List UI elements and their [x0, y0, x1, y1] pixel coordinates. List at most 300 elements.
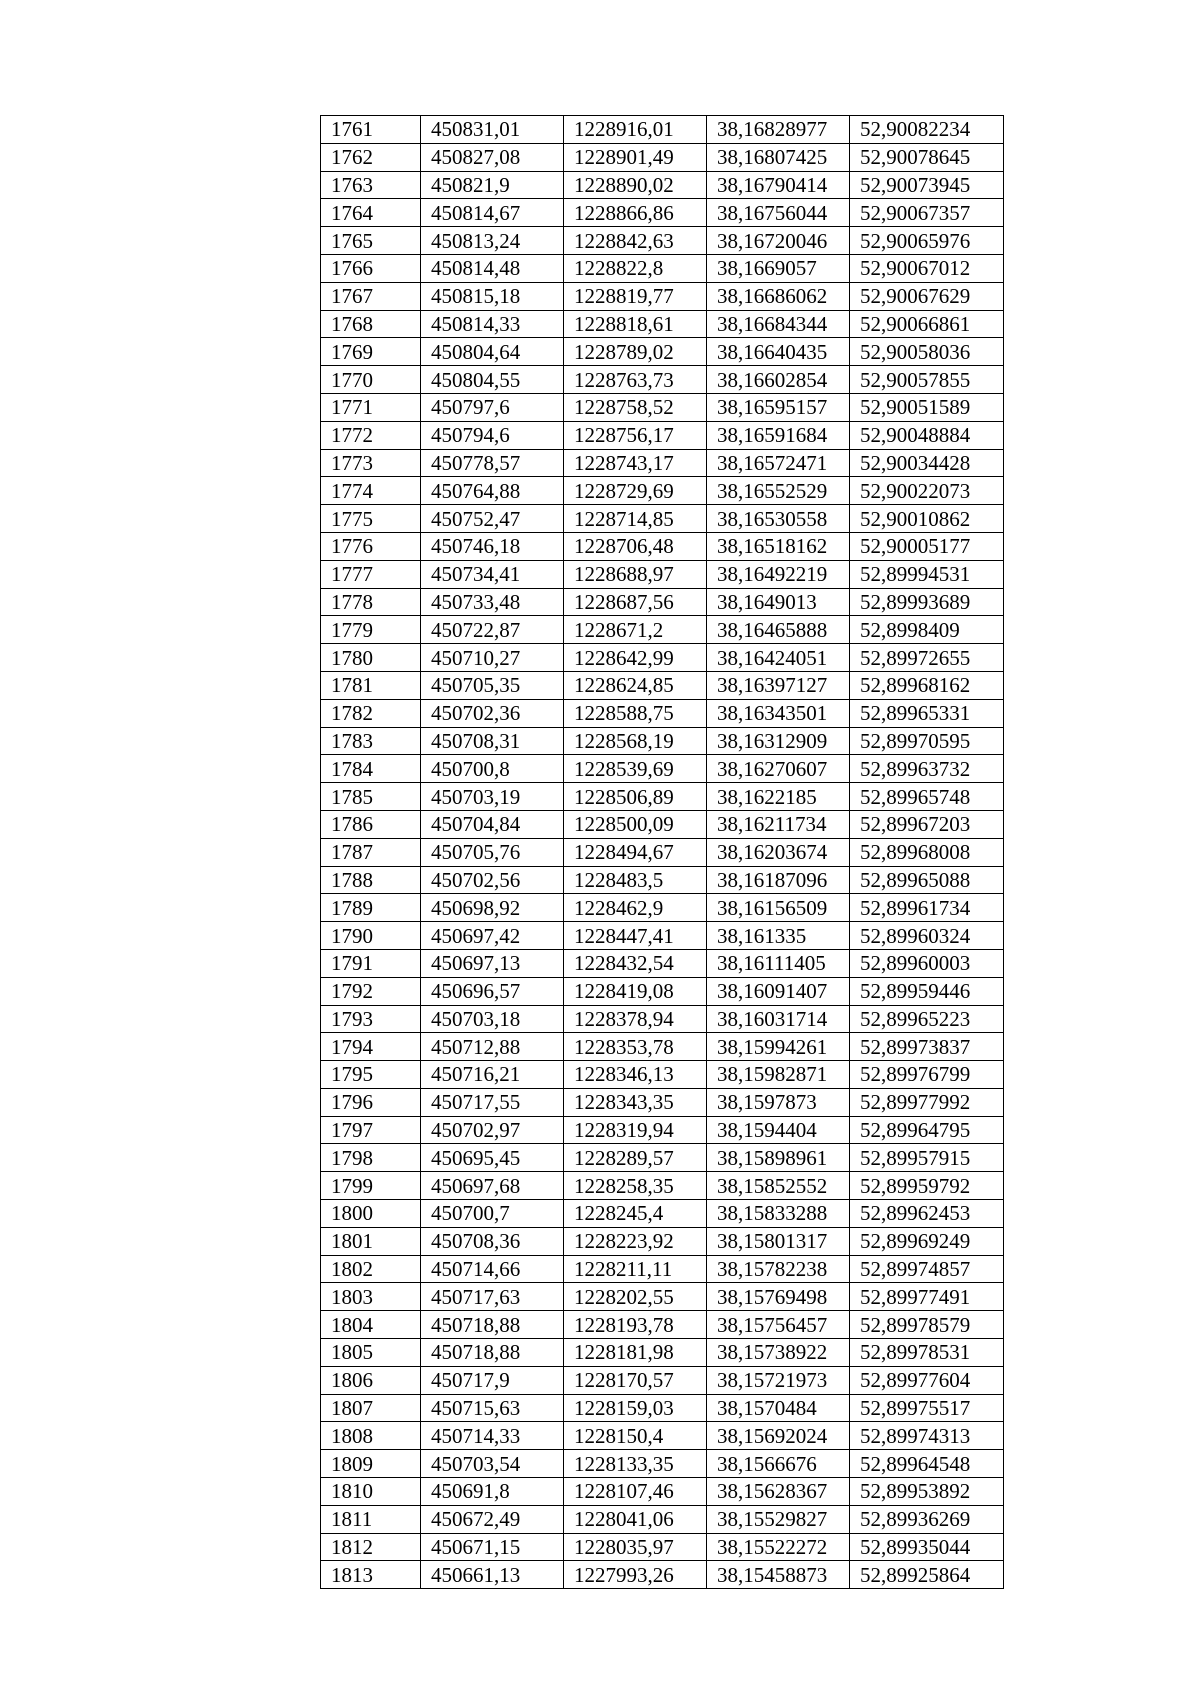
- y-coordinate-cell: 1228642,99: [564, 644, 707, 672]
- point-number-cell: 1792: [321, 977, 421, 1005]
- latitude-cell: 52,89973837: [850, 1033, 1004, 1061]
- point-number-cell: 1802: [321, 1255, 421, 1283]
- table-row: [321, 755, 1004, 783]
- table-row: [321, 143, 1004, 171]
- y-coordinate-cell: 1228378,94: [564, 1005, 707, 1033]
- point-number-cell: 1776: [321, 532, 421, 560]
- table-row: [321, 1533, 1004, 1561]
- y-coordinate-cell: 1228890,02: [564, 171, 707, 199]
- x-coordinate-cell: 450705,76: [421, 838, 564, 866]
- point-number-cell: 1793: [321, 1005, 421, 1033]
- longitude-cell: 38,15756457: [707, 1311, 850, 1339]
- point-number-cell: 1805: [321, 1339, 421, 1367]
- longitude-cell: 38,16343501: [707, 699, 850, 727]
- table-row: [321, 1172, 1004, 1200]
- point-number-cell: 1782: [321, 699, 421, 727]
- x-coordinate-cell: 450718,88: [421, 1311, 564, 1339]
- table-row: [321, 949, 1004, 977]
- point-number-cell: 1775: [321, 505, 421, 533]
- y-coordinate-cell: 1227993,26: [564, 1561, 707, 1589]
- table-row: [321, 616, 1004, 644]
- x-coordinate-cell: 450813,24: [421, 227, 564, 255]
- table-row: [321, 783, 1004, 811]
- table-row: [321, 171, 1004, 199]
- x-coordinate-cell: 450672,49: [421, 1505, 564, 1533]
- latitude-cell: 52,90034428: [850, 449, 1004, 477]
- table-row: [321, 505, 1004, 533]
- point-number-cell: 1794: [321, 1033, 421, 1061]
- latitude-cell: 52,90058036: [850, 338, 1004, 366]
- coordinates-table-body: [321, 116, 1004, 1589]
- x-coordinate-cell: 450702,56: [421, 866, 564, 894]
- x-coordinate-cell: 450708,36: [421, 1227, 564, 1255]
- table-row: [321, 310, 1004, 338]
- point-number-cell: 1795: [321, 1061, 421, 1089]
- point-number-cell: 1796: [321, 1088, 421, 1116]
- longitude-cell: 38,1566676: [707, 1450, 850, 1478]
- x-coordinate-cell: 450764,88: [421, 477, 564, 505]
- longitude-cell: 38,1570484: [707, 1394, 850, 1422]
- longitude-cell: 38,16111405: [707, 949, 850, 977]
- y-coordinate-cell: 1228035,97: [564, 1533, 707, 1561]
- y-coordinate-cell: 1228419,08: [564, 977, 707, 1005]
- latitude-cell: 52,89968162: [850, 671, 1004, 699]
- latitude-cell: 52,90057855: [850, 366, 1004, 394]
- latitude-cell: 52,89957915: [850, 1144, 1004, 1172]
- table-row: [321, 1450, 1004, 1478]
- longitude-cell: 38,15852552: [707, 1172, 850, 1200]
- y-coordinate-cell: 1228624,85: [564, 671, 707, 699]
- table-row: [321, 1283, 1004, 1311]
- table-row: [321, 560, 1004, 588]
- y-coordinate-cell: 1228289,57: [564, 1144, 707, 1172]
- x-coordinate-cell: 450717,9: [421, 1366, 564, 1394]
- longitude-cell: 38,15738922: [707, 1339, 850, 1367]
- x-coordinate-cell: 450661,13: [421, 1561, 564, 1589]
- table-row: [321, 393, 1004, 421]
- y-coordinate-cell: 1228258,35: [564, 1172, 707, 1200]
- x-coordinate-cell: 450716,21: [421, 1061, 564, 1089]
- longitude-cell: 38,16595157: [707, 393, 850, 421]
- y-coordinate-cell: 1228159,03: [564, 1394, 707, 1422]
- y-coordinate-cell: 1228181,98: [564, 1339, 707, 1367]
- y-coordinate-cell: 1228687,56: [564, 588, 707, 616]
- latitude-cell: 52,89960324: [850, 922, 1004, 950]
- table-row: [321, 227, 1004, 255]
- longitude-cell: 38,16572471: [707, 449, 850, 477]
- longitude-cell: 38,16211734: [707, 810, 850, 838]
- x-coordinate-cell: 450704,84: [421, 810, 564, 838]
- table-row: [321, 977, 1004, 1005]
- latitude-cell: 52,89975517: [850, 1394, 1004, 1422]
- point-number-cell: 1798: [321, 1144, 421, 1172]
- y-coordinate-cell: 1228819,77: [564, 282, 707, 310]
- longitude-cell: 38,16203674: [707, 838, 850, 866]
- table-row: [321, 1311, 1004, 1339]
- y-coordinate-cell: 1228729,69: [564, 477, 707, 505]
- longitude-cell: 38,15994261: [707, 1033, 850, 1061]
- point-number-cell: 1763: [321, 171, 421, 199]
- x-coordinate-cell: 450696,57: [421, 977, 564, 1005]
- point-number-cell: 1787: [321, 838, 421, 866]
- y-coordinate-cell: 1228107,46: [564, 1478, 707, 1506]
- latitude-cell: 52,90065976: [850, 227, 1004, 255]
- table-row: [321, 449, 1004, 477]
- latitude-cell: 52,90005177: [850, 532, 1004, 560]
- coordinates-table: [320, 115, 1004, 1589]
- y-coordinate-cell: 1228916,01: [564, 116, 707, 144]
- latitude-cell: 52,90010862: [850, 505, 1004, 533]
- point-number-cell: 1790: [321, 922, 421, 950]
- y-coordinate-cell: 1228500,09: [564, 810, 707, 838]
- longitude-cell: 38,16720046: [707, 227, 850, 255]
- point-number-cell: 1785: [321, 783, 421, 811]
- table-row: [321, 1422, 1004, 1450]
- point-number-cell: 1799: [321, 1172, 421, 1200]
- x-coordinate-cell: 450702,36: [421, 699, 564, 727]
- longitude-cell: 38,16397127: [707, 671, 850, 699]
- table-row: [321, 1478, 1004, 1506]
- y-coordinate-cell: 1228568,19: [564, 727, 707, 755]
- x-coordinate-cell: 450703,54: [421, 1450, 564, 1478]
- y-coordinate-cell: 1228202,55: [564, 1283, 707, 1311]
- x-coordinate-cell: 450797,6: [421, 393, 564, 421]
- latitude-cell: 52,89978579: [850, 1311, 1004, 1339]
- longitude-cell: 38,15782238: [707, 1255, 850, 1283]
- latitude-cell: 52,89967203: [850, 810, 1004, 838]
- x-coordinate-cell: 450831,01: [421, 116, 564, 144]
- latitude-cell: 52,90082234: [850, 116, 1004, 144]
- latitude-cell: 52,89936269: [850, 1505, 1004, 1533]
- y-coordinate-cell: 1228353,78: [564, 1033, 707, 1061]
- point-number-cell: 1761: [321, 116, 421, 144]
- point-number-cell: 1800: [321, 1200, 421, 1228]
- x-coordinate-cell: 450814,48: [421, 254, 564, 282]
- y-coordinate-cell: 1228743,17: [564, 449, 707, 477]
- longitude-cell: 38,16591684: [707, 421, 850, 449]
- point-number-cell: 1810: [321, 1478, 421, 1506]
- table-row: [321, 1033, 1004, 1061]
- longitude-cell: 38,15769498: [707, 1283, 850, 1311]
- latitude-cell: 52,90022073: [850, 477, 1004, 505]
- latitude-cell: 52,89961734: [850, 894, 1004, 922]
- y-coordinate-cell: 1228901,49: [564, 143, 707, 171]
- table-row: [321, 588, 1004, 616]
- latitude-cell: 52,89978531: [850, 1339, 1004, 1367]
- y-coordinate-cell: 1228714,85: [564, 505, 707, 533]
- latitude-cell: 52,90078645: [850, 143, 1004, 171]
- latitude-cell: 52,89970595: [850, 727, 1004, 755]
- x-coordinate-cell: 450733,48: [421, 588, 564, 616]
- y-coordinate-cell: 1228447,41: [564, 922, 707, 950]
- latitude-cell: 52,89976799: [850, 1061, 1004, 1089]
- longitude-cell: 38,16091407: [707, 977, 850, 1005]
- point-number-cell: 1767: [321, 282, 421, 310]
- table-row: [321, 810, 1004, 838]
- point-number-cell: 1786: [321, 810, 421, 838]
- y-coordinate-cell: 1228506,89: [564, 783, 707, 811]
- x-coordinate-cell: 450671,15: [421, 1533, 564, 1561]
- point-number-cell: 1773: [321, 449, 421, 477]
- y-coordinate-cell: 1228211,11: [564, 1255, 707, 1283]
- y-coordinate-cell: 1228758,52: [564, 393, 707, 421]
- x-coordinate-cell: 450708,31: [421, 727, 564, 755]
- table-row: [321, 199, 1004, 227]
- latitude-cell: 52,89964795: [850, 1116, 1004, 1144]
- x-coordinate-cell: 450746,18: [421, 532, 564, 560]
- table-row: [321, 532, 1004, 560]
- y-coordinate-cell: 1228150,4: [564, 1422, 707, 1450]
- longitude-cell: 38,16807425: [707, 143, 850, 171]
- table-row: [321, 1255, 1004, 1283]
- x-coordinate-cell: 450700,8: [421, 755, 564, 783]
- point-number-cell: 1764: [321, 199, 421, 227]
- longitude-cell: 38,16756044: [707, 199, 850, 227]
- point-number-cell: 1806: [321, 1366, 421, 1394]
- longitude-cell: 38,1669057: [707, 254, 850, 282]
- latitude-cell: 52,89959446: [850, 977, 1004, 1005]
- x-coordinate-cell: 450814,33: [421, 310, 564, 338]
- table-row: [321, 1005, 1004, 1033]
- x-coordinate-cell: 450827,08: [421, 143, 564, 171]
- table-row: [321, 338, 1004, 366]
- table-row: [321, 838, 1004, 866]
- table-row: [321, 282, 1004, 310]
- x-coordinate-cell: 450804,64: [421, 338, 564, 366]
- x-coordinate-cell: 450717,63: [421, 1283, 564, 1311]
- y-coordinate-cell: 1228193,78: [564, 1311, 707, 1339]
- longitude-cell: 38,15529827: [707, 1505, 850, 1533]
- latitude-cell: 52,89965088: [850, 866, 1004, 894]
- point-number-cell: 1771: [321, 393, 421, 421]
- x-coordinate-cell: 450702,97: [421, 1116, 564, 1144]
- table-row: [321, 922, 1004, 950]
- table-row: [321, 671, 1004, 699]
- point-number-cell: 1804: [321, 1311, 421, 1339]
- longitude-cell: 38,16602854: [707, 366, 850, 394]
- y-coordinate-cell: 1228170,57: [564, 1366, 707, 1394]
- table-row: [321, 1144, 1004, 1172]
- x-coordinate-cell: 450794,6: [421, 421, 564, 449]
- latitude-cell: 52,89977491: [850, 1283, 1004, 1311]
- y-coordinate-cell: 1228789,02: [564, 338, 707, 366]
- x-coordinate-cell: 450703,19: [421, 783, 564, 811]
- point-number-cell: 1769: [321, 338, 421, 366]
- latitude-cell: 52,89965331: [850, 699, 1004, 727]
- latitude-cell: 52,89969249: [850, 1227, 1004, 1255]
- latitude-cell: 52,89993689: [850, 588, 1004, 616]
- point-number-cell: 1768: [321, 310, 421, 338]
- y-coordinate-cell: 1228539,69: [564, 755, 707, 783]
- y-coordinate-cell: 1228588,75: [564, 699, 707, 727]
- latitude-cell: 52,89953892: [850, 1478, 1004, 1506]
- table-row: [321, 477, 1004, 505]
- x-coordinate-cell: 450703,18: [421, 1005, 564, 1033]
- x-coordinate-cell: 450778,57: [421, 449, 564, 477]
- x-coordinate-cell: 450695,45: [421, 1144, 564, 1172]
- y-coordinate-cell: 1228432,54: [564, 949, 707, 977]
- point-number-cell: 1789: [321, 894, 421, 922]
- x-coordinate-cell: 450804,55: [421, 366, 564, 394]
- latitude-cell: 52,89977992: [850, 1088, 1004, 1116]
- longitude-cell: 38,15458873: [707, 1561, 850, 1589]
- table-row: [321, 254, 1004, 282]
- longitude-cell: 38,16312909: [707, 727, 850, 755]
- point-number-cell: 1762: [321, 143, 421, 171]
- longitude-cell: 38,16790414: [707, 171, 850, 199]
- y-coordinate-cell: 1228483,5: [564, 866, 707, 894]
- table-row: [321, 1088, 1004, 1116]
- y-coordinate-cell: 1228818,61: [564, 310, 707, 338]
- table-row: [321, 1339, 1004, 1367]
- x-coordinate-cell: 450734,41: [421, 560, 564, 588]
- y-coordinate-cell: 1228706,48: [564, 532, 707, 560]
- point-number-cell: 1765: [321, 227, 421, 255]
- y-coordinate-cell: 1228763,73: [564, 366, 707, 394]
- y-coordinate-cell: 1228041,06: [564, 1505, 707, 1533]
- y-coordinate-cell: 1228494,67: [564, 838, 707, 866]
- latitude-cell: 52,89994531: [850, 560, 1004, 588]
- y-coordinate-cell: 1228245,4: [564, 1200, 707, 1228]
- x-coordinate-cell: 450717,55: [421, 1088, 564, 1116]
- longitude-cell: 38,1597873: [707, 1088, 850, 1116]
- point-number-cell: 1807: [321, 1394, 421, 1422]
- table-row: [321, 116, 1004, 144]
- longitude-cell: 38,16270607: [707, 755, 850, 783]
- latitude-cell: 52,89977604: [850, 1366, 1004, 1394]
- point-number-cell: 1778: [321, 588, 421, 616]
- x-coordinate-cell: 450698,92: [421, 894, 564, 922]
- x-coordinate-cell: 450722,87: [421, 616, 564, 644]
- longitude-cell: 38,15833288: [707, 1200, 850, 1228]
- point-number-cell: 1797: [321, 1116, 421, 1144]
- latitude-cell: 52,89962453: [850, 1200, 1004, 1228]
- point-number-cell: 1766: [321, 254, 421, 282]
- longitude-cell: 38,16684344: [707, 310, 850, 338]
- longitude-cell: 38,16465888: [707, 616, 850, 644]
- latitude-cell: 52,89968008: [850, 838, 1004, 866]
- table-row: [321, 1116, 1004, 1144]
- table-row: [321, 366, 1004, 394]
- y-coordinate-cell: 1228223,92: [564, 1227, 707, 1255]
- table-row: [321, 699, 1004, 727]
- point-number-cell: 1791: [321, 949, 421, 977]
- latitude-cell: 52,89963732: [850, 755, 1004, 783]
- table-row: [321, 1227, 1004, 1255]
- longitude-cell: 38,16828977: [707, 116, 850, 144]
- table-row: [321, 1200, 1004, 1228]
- table-row: [321, 866, 1004, 894]
- longitude-cell: 38,16187096: [707, 866, 850, 894]
- longitude-cell: 38,15898961: [707, 1144, 850, 1172]
- x-coordinate-cell: 450691,8: [421, 1478, 564, 1506]
- point-number-cell: 1788: [321, 866, 421, 894]
- longitude-cell: 38,15721973: [707, 1366, 850, 1394]
- point-number-cell: 1809: [321, 1450, 421, 1478]
- longitude-cell: 38,16031714: [707, 1005, 850, 1033]
- x-coordinate-cell: 450714,66: [421, 1255, 564, 1283]
- y-coordinate-cell: 1228346,13: [564, 1061, 707, 1089]
- longitude-cell: 38,1649013: [707, 588, 850, 616]
- latitude-cell: 52,89965223: [850, 1005, 1004, 1033]
- latitude-cell: 52,8998409: [850, 616, 1004, 644]
- longitude-cell: 38,15982871: [707, 1061, 850, 1089]
- x-coordinate-cell: 450697,42: [421, 922, 564, 950]
- table-row: [321, 727, 1004, 755]
- table-row: [321, 1505, 1004, 1533]
- x-coordinate-cell: 450814,67: [421, 199, 564, 227]
- latitude-cell: 52,89965748: [850, 783, 1004, 811]
- point-number-cell: 1803: [321, 1283, 421, 1311]
- y-coordinate-cell: 1228688,97: [564, 560, 707, 588]
- point-number-cell: 1811: [321, 1505, 421, 1533]
- longitude-cell: 38,16492219: [707, 560, 850, 588]
- longitude-cell: 38,1594404: [707, 1116, 850, 1144]
- table-row: [321, 421, 1004, 449]
- longitude-cell: 38,15801317: [707, 1227, 850, 1255]
- point-number-cell: 1813: [321, 1561, 421, 1589]
- x-coordinate-cell: 450697,68: [421, 1172, 564, 1200]
- longitude-cell: 38,15692024: [707, 1422, 850, 1450]
- latitude-cell: 52,89935044: [850, 1533, 1004, 1561]
- latitude-cell: 52,89964548: [850, 1450, 1004, 1478]
- point-number-cell: 1781: [321, 671, 421, 699]
- x-coordinate-cell: 450718,88: [421, 1339, 564, 1367]
- y-coordinate-cell: 1228319,94: [564, 1116, 707, 1144]
- y-coordinate-cell: 1228842,63: [564, 227, 707, 255]
- longitude-cell: 38,15522272: [707, 1533, 850, 1561]
- point-number-cell: 1801: [321, 1227, 421, 1255]
- longitude-cell: 38,1622185: [707, 783, 850, 811]
- point-number-cell: 1783: [321, 727, 421, 755]
- latitude-cell: 52,90051589: [850, 393, 1004, 421]
- latitude-cell: 52,90067012: [850, 254, 1004, 282]
- longitude-cell: 38,16424051: [707, 644, 850, 672]
- x-coordinate-cell: 450697,13: [421, 949, 564, 977]
- latitude-cell: 52,90073945: [850, 171, 1004, 199]
- point-number-cell: 1808: [321, 1422, 421, 1450]
- latitude-cell: 52,90067357: [850, 199, 1004, 227]
- longitude-cell: 38,16156509: [707, 894, 850, 922]
- y-coordinate-cell: 1228343,35: [564, 1088, 707, 1116]
- x-coordinate-cell: 450715,63: [421, 1394, 564, 1422]
- latitude-cell: 52,89959792: [850, 1172, 1004, 1200]
- x-coordinate-cell: 450705,35: [421, 671, 564, 699]
- table-row: [321, 1061, 1004, 1089]
- longitude-cell: 38,15628367: [707, 1478, 850, 1506]
- point-number-cell: 1779: [321, 616, 421, 644]
- longitude-cell: 38,16686062: [707, 282, 850, 310]
- longitude-cell: 38,16640435: [707, 338, 850, 366]
- table-row: [321, 1394, 1004, 1422]
- point-number-cell: 1784: [321, 755, 421, 783]
- point-number-cell: 1780: [321, 644, 421, 672]
- latitude-cell: 52,89925864: [850, 1561, 1004, 1589]
- latitude-cell: 52,89974313: [850, 1422, 1004, 1450]
- latitude-cell: 52,90048884: [850, 421, 1004, 449]
- latitude-cell: 52,89960003: [850, 949, 1004, 977]
- point-number-cell: 1777: [321, 560, 421, 588]
- y-coordinate-cell: 1228866,86: [564, 199, 707, 227]
- x-coordinate-cell: 450821,9: [421, 171, 564, 199]
- point-number-cell: 1774: [321, 477, 421, 505]
- point-number-cell: 1812: [321, 1533, 421, 1561]
- latitude-cell: 52,90067629: [850, 282, 1004, 310]
- table-row: [321, 894, 1004, 922]
- x-coordinate-cell: 450714,33: [421, 1422, 564, 1450]
- longitude-cell: 38,161335: [707, 922, 850, 950]
- longitude-cell: 38,16518162: [707, 532, 850, 560]
